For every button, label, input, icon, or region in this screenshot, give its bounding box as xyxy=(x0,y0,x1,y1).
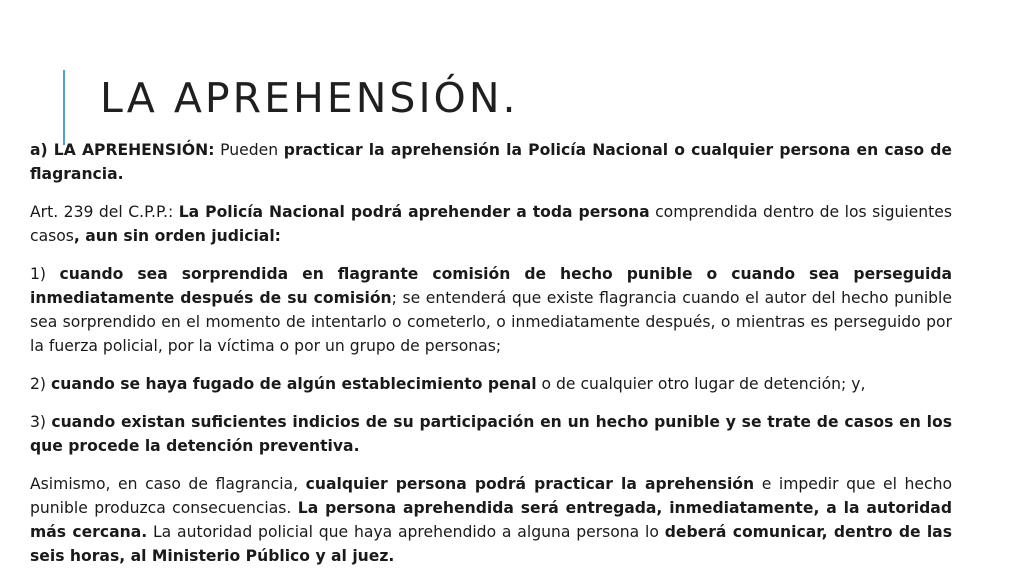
text-run: 3) xyxy=(30,413,52,431)
text-run: practicar la aprehensión la Policía Nacional o cualquier persona en caso de flagrancia. xyxy=(30,141,952,183)
text-run: Pueden xyxy=(214,141,284,159)
slide-title: LA APREHENSIÓN. xyxy=(100,74,519,122)
paragraph-article-239 xyxy=(30,200,952,248)
text-run: La persona aprehendida será entregada, inmediatamente, a la autoridad más cercana. xyxy=(30,499,952,541)
paragraph-case-2 xyxy=(30,372,952,396)
text-run: e impedir que el hecho punible produzca consecuencias. xyxy=(30,475,952,517)
text-run: Art. 239 del C.P.P.: xyxy=(30,203,179,221)
text-run: cuando se haya fugado de algún establecimiento penal xyxy=(50,375,537,393)
text-run: LA APREHENSIÓN: xyxy=(53,141,215,159)
text-run: a) xyxy=(30,141,54,159)
text-run: 1) xyxy=(30,265,60,283)
slide-body xyxy=(30,138,952,582)
text-run: ; se entenderá que existe flagrancia cuando el autor del hecho punible sea sorprendido en el momento de intentarlo o cometerlo, o inmediatamente después, o mientras es perseguido por la fuerza policial, por la víctima o por un grupo de personas; xyxy=(30,289,952,355)
text-run: cuando sea sorprendida en flagrante comisión de hecho punible o cuando sea perseguida inmediatamente después de su comisión xyxy=(30,265,953,307)
text-run: cuando existan suficientes indicios de su participación en un hecho punible y se trate de casos en los que procede la detención preventiva. xyxy=(30,413,952,455)
text-run: La Policía Nacional podrá aprehender a toda persona xyxy=(178,203,650,221)
title-accent-bar xyxy=(63,70,65,145)
text-run: 2) xyxy=(30,375,51,393)
text-run: comprendida dentro de los siguientes casos xyxy=(30,203,952,245)
paragraph-case-3 xyxy=(30,410,952,458)
text-run: o de cualquier otro lugar de detención; y, xyxy=(536,375,866,393)
text-run: , aun sin orden judicial: xyxy=(73,227,281,245)
text-run: cualquier persona podrá practicar la aprehensión xyxy=(305,475,755,493)
paragraph-aprehension-definition xyxy=(30,138,952,186)
text-run: Asimismo, en caso de flagrancia, xyxy=(30,475,306,493)
text-run: deberá comunicar, dentro de las seis horas, al Ministerio Público y al juez. xyxy=(30,523,952,565)
paragraph-flagrancia-summary xyxy=(30,472,952,568)
text-run: La autoridad policial que haya aprehendido a alguna persona lo xyxy=(147,523,665,541)
paragraph-case-1 xyxy=(30,262,952,358)
